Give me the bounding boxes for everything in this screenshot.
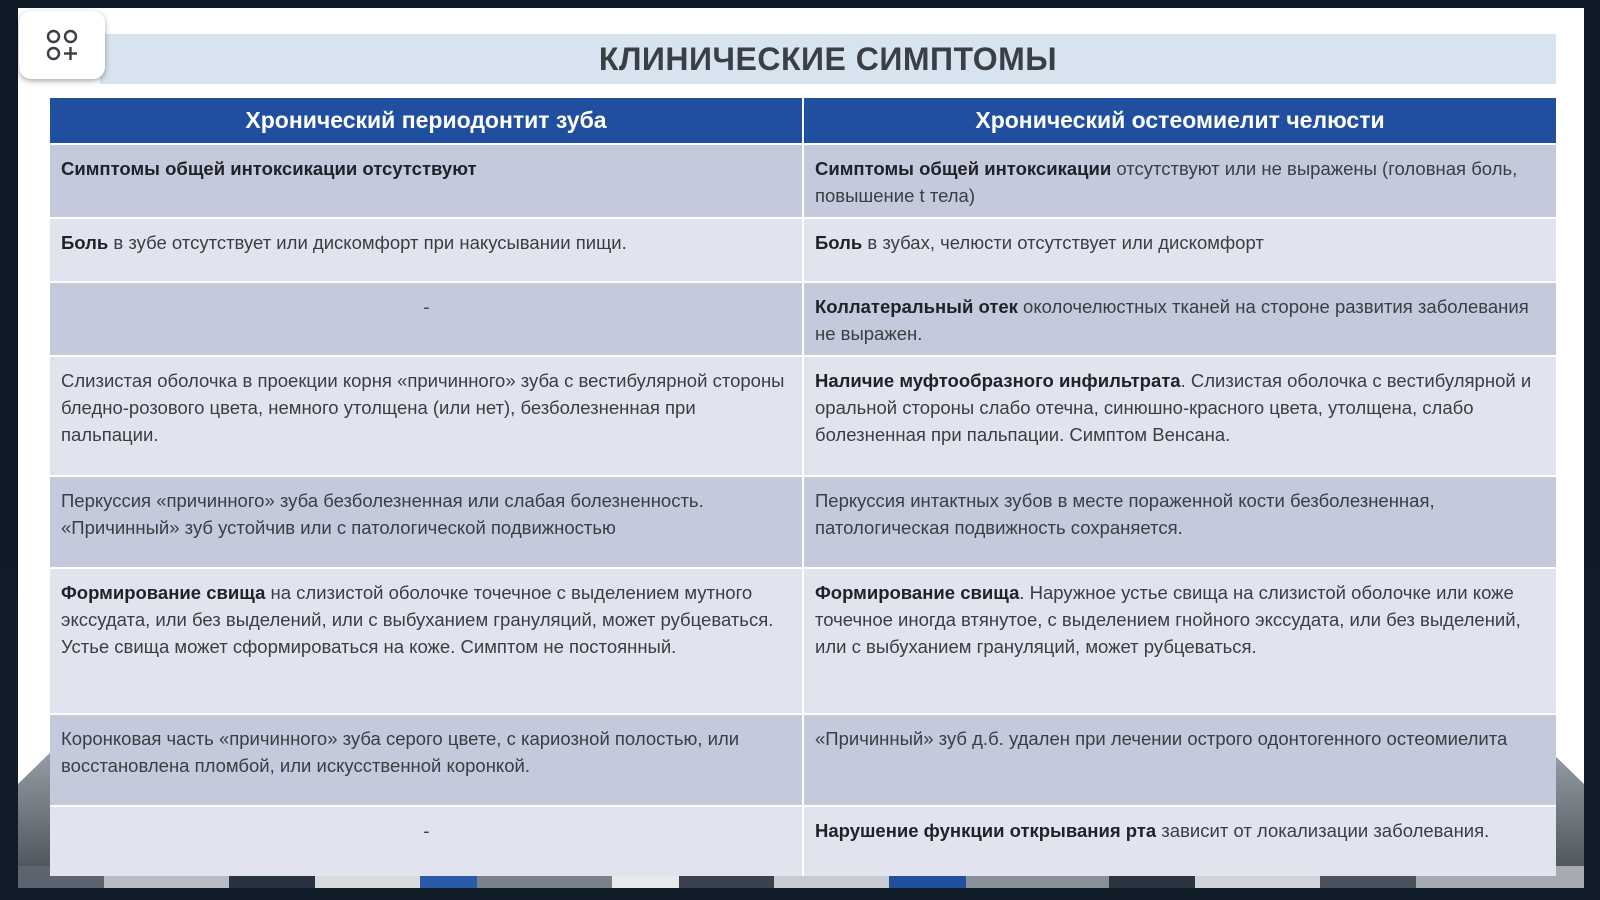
table-cell — [803, 714, 1556, 806]
cell-bold-text: Симптомы общей интоксикации отсутствуют — [61, 158, 477, 179]
table-cell — [50, 356, 803, 476]
apps-plus-icon — [45, 28, 79, 62]
symptoms-table — [50, 98, 1556, 876]
table-row — [50, 218, 1556, 282]
cell-bold-text: Боль — [61, 232, 109, 253]
cell-bold-text: Коллатеральный отек — [815, 296, 1018, 317]
table-cell — [803, 218, 1556, 282]
cell-text: на слизистой оболочке точечное с выделением мутного экссудата, или без выделений, или с выбуханием грануляций, может рубцеваться. Устье свища может сформироваться на коже. Симптом не постоянный. — [61, 582, 774, 657]
cell-text: Слизистая оболочка в проекции корня «причинного» зуба с вестибулярной стороны бледно-розового цвета, немного утолщена (или нет), безболезненная при пальпации. — [61, 370, 785, 445]
cell-text: «Причинный» зуб д.б. удален при лечении острого одонтогенного остеомиелита — [815, 728, 1508, 749]
table-row — [50, 144, 1556, 218]
table-cell — [50, 218, 803, 282]
cell-bold-text: Наличие муфтообразного инфильтрата — [815, 370, 1181, 391]
cell-text: в зубе отсутствует или дискомфорт при накусывании пищи. — [108, 232, 627, 253]
cell-text: - — [423, 820, 430, 841]
column-header: Хронический периодонтит зуба — [50, 98, 803, 144]
cell-text: - — [423, 296, 430, 317]
table-header-row — [50, 98, 1556, 144]
table-row — [50, 476, 1556, 568]
apps-plus-button[interactable] — [19, 11, 105, 79]
cell-text: отсутствуют или не выражены (головная боль, повышение t тела) — [815, 158, 1518, 206]
table-cell — [803, 476, 1556, 568]
cell-bold-text: Боль — [815, 232, 863, 253]
cell-bold-text: Формирование свища — [815, 582, 1020, 603]
table-row — [50, 356, 1556, 476]
table-cell — [803, 282, 1556, 356]
table-cell — [803, 144, 1556, 218]
table-cell — [803, 356, 1556, 476]
table-cell — [803, 568, 1556, 714]
cell-text: . Наружное устье свища на слизистой оболочке или коже точечное иногда втянутое, с выделением гнойного экссудата, или без выделений, или с выбуханием грануляций, может рубцеваться. — [815, 582, 1521, 657]
cell-text: околочелюстных тканей на стороне развития заболевания не выражен. — [815, 296, 1529, 344]
cell-bold-text: Симптомы общей интоксикации — [815, 158, 1112, 179]
cell-bold-text: Нарушение функции открывания рта — [815, 820, 1157, 841]
table-row — [50, 806, 1556, 876]
table-cell — [803, 806, 1556, 876]
cell-text: в зубах, челюсти отсутствует или дискомфорт — [862, 232, 1264, 253]
table-row — [50, 282, 1556, 356]
table-cell — [50, 476, 803, 568]
cell-text: зависит от локализации заболевания. — [1156, 820, 1490, 841]
cell-bold-text: Формирование свища — [61, 582, 266, 603]
table-cell — [50, 144, 803, 218]
table-cell — [50, 806, 803, 876]
page-title: КЛИНИЧЕСКИЕ СИМПТОМЫ — [598, 40, 1058, 77]
table-row — [50, 568, 1556, 714]
cell-text: . Слизистая оболочка с вестибулярной и оральной стороны слабо отечна, синюшно-красного цвета, утолщена, слабо болезненная при пальпации. Симптом Венсана. — [815, 370, 1532, 445]
cell-text: Перкуссия интактных зубов в месте пораженной кости безболезненная, патологическая подвижность сохраняется. — [815, 490, 1435, 538]
table-cell — [50, 568, 803, 714]
column-header: Хронический остеомиелит челюсти — [803, 98, 1556, 144]
table-row — [50, 714, 1556, 806]
cell-text: Коронковая часть «причинного» зуба серого цвете, с кариозной полостью, или восстановлена пломбой, или искусственной коронкой. — [61, 728, 740, 776]
table-cell — [50, 282, 803, 356]
title-bar — [100, 34, 1556, 84]
table-cell — [50, 714, 803, 806]
cell-text: Перкуссия «причинного» зуба безболезненная или слабая болезненность. «Причинный» зуб устойчив или с патологической подвижностью — [61, 490, 704, 538]
